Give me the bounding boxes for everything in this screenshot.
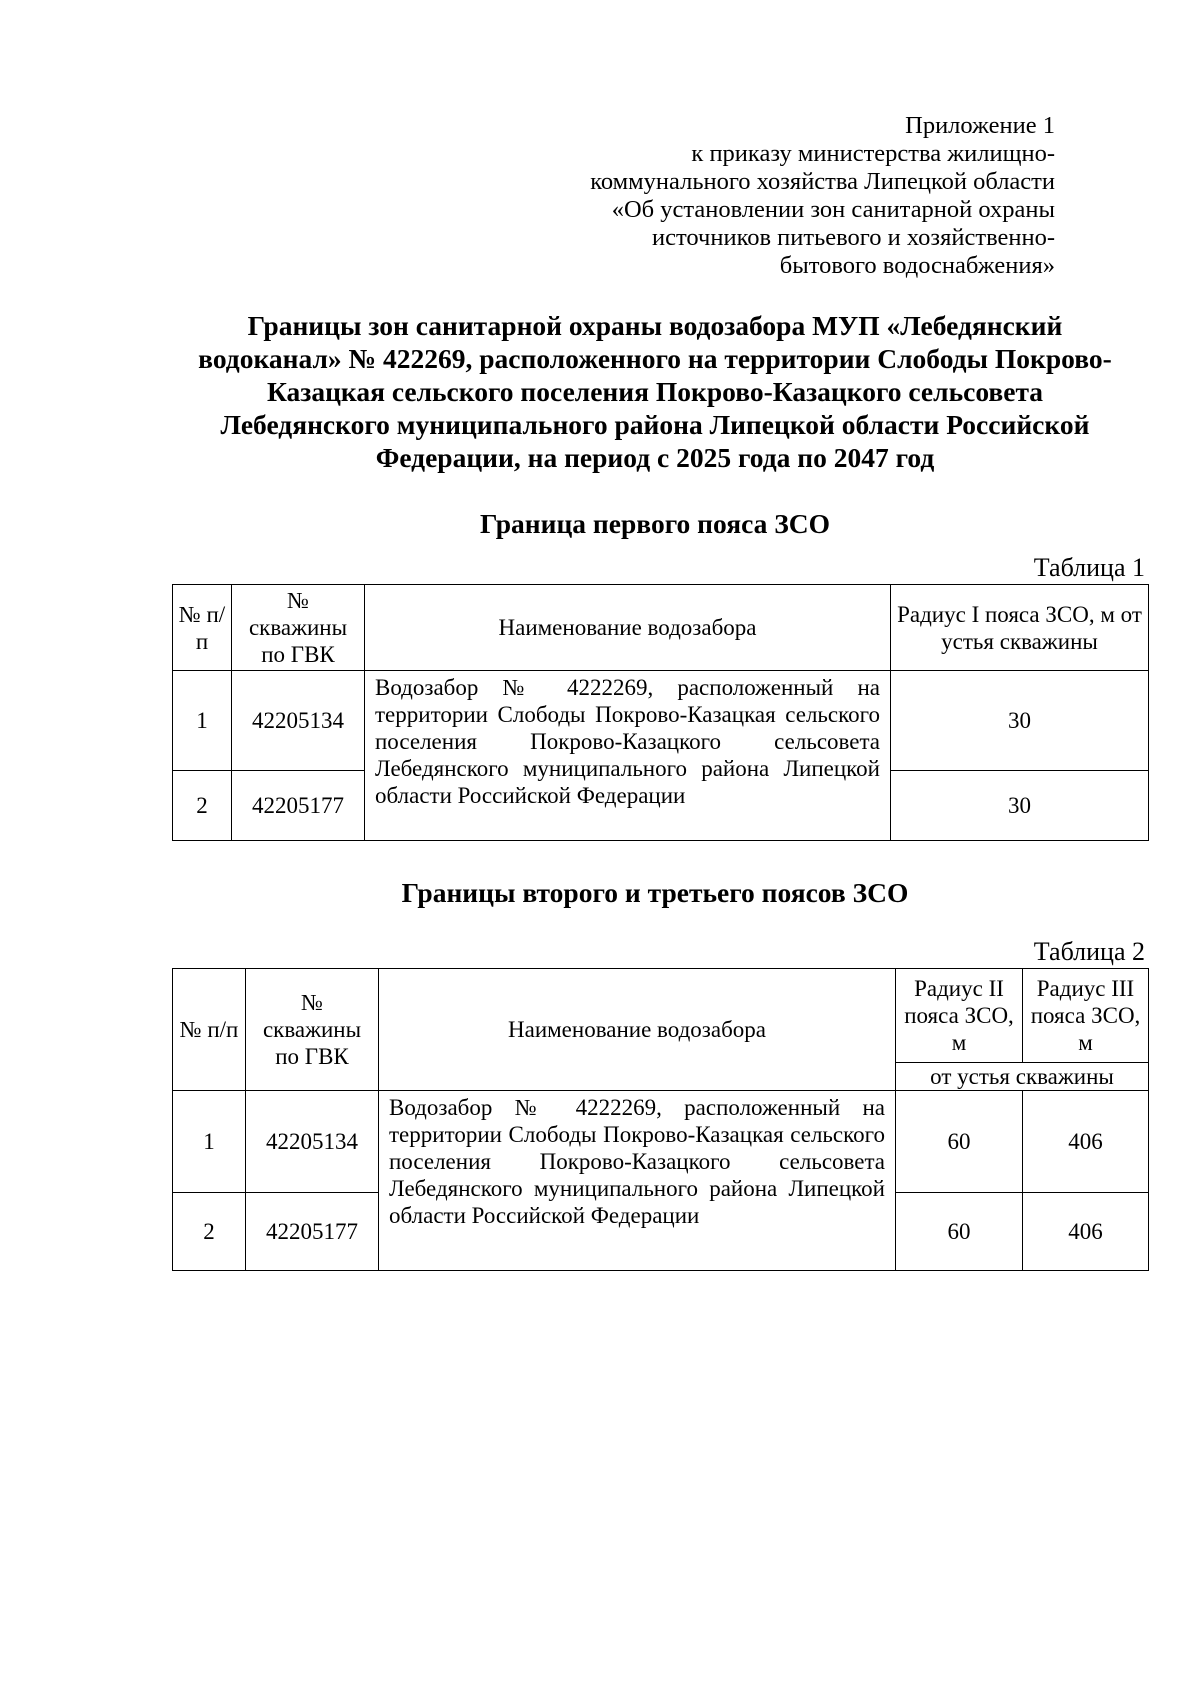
section2-heading: Границы второго и третьего поясов ЗСО: [401, 877, 909, 908]
cell-well: 42205177: [232, 771, 365, 841]
title-line: водоканал» № 422269, расположенного на территории Слободы Покрово-: [198, 343, 1112, 374]
table2-header-row: [173, 969, 1149, 1063]
appendix-line: источников питьевого и хозяйственно-: [652, 224, 1055, 251]
header-num: № п/п: [173, 969, 246, 1091]
table2: [172, 968, 1149, 1271]
cell-radius-2: 60: [896, 1193, 1023, 1271]
table-row: [173, 1091, 1149, 1193]
cell-name: Водозабор № 4222269, расположенный на территории Слободы Покрово-Казацкая сельского поселения Покрово-Казацкого сельсовета Лебедянского муниципального района Липецкой области Российской Федерации: [365, 671, 891, 841]
appendix-line: «Об установлении зон санитарной охраны: [611, 196, 1055, 223]
appendix-line: Приложение 1: [905, 112, 1055, 139]
document-title: [170, 309, 1140, 474]
table-row: [173, 671, 1149, 771]
header-radius-2: Радиус II пояса ЗСО, м: [896, 969, 1023, 1063]
cell-radius-3: 406: [1023, 1193, 1149, 1271]
section1-heading: Граница первого пояса ЗСО: [479, 508, 831, 539]
header-from-wellhead: от устья скважины: [896, 1063, 1149, 1091]
header-name: Наименование водозабора: [379, 969, 896, 1091]
header-well: № скважины по ГВК: [246, 969, 379, 1091]
cell-name: Водозабор № 4222269, расположенный на территории Слободы Покрово-Казацкая сельского поселения Покрово-Казацкого сельсовета Лебедянского муниципального района Липецкой области Российской Федерации: [379, 1091, 896, 1271]
title-line: Федерации, на период с 2025 года по 2047 год: [375, 442, 935, 473]
appendix-note: [495, 112, 1055, 280]
cell-well: 42205134: [246, 1091, 379, 1193]
table1: [172, 584, 1149, 841]
title-line: Лебедянского муниципального района Липецкой области Российской: [220, 409, 1090, 440]
header-radius: Радиус I пояса ЗСО, м от устья скважины: [891, 585, 1149, 671]
cell-radius-3: 406: [1023, 1091, 1149, 1193]
table2-caption: Таблица 2: [1033, 937, 1145, 966]
cell-num: 1: [173, 671, 232, 771]
cell-radius: 30: [891, 671, 1149, 771]
appendix-line: к приказу министерства жилищно-: [691, 140, 1055, 167]
cell-well: 42205134: [232, 671, 365, 771]
title-line: Казацкая сельского поселения Покрово-Казацкого сельсовета: [266, 376, 1044, 407]
header-name: Наименование водозабора: [365, 585, 891, 671]
cell-num: 1: [173, 1091, 246, 1193]
header-well: № скважины по ГВК: [232, 585, 365, 671]
header-num: № п/п: [173, 585, 232, 671]
title-line: Границы зон санитарной охраны водозабора МУП «Лебедянский: [247, 310, 1063, 341]
cell-num: 2: [173, 771, 232, 841]
appendix-line: коммунального хозяйства Липецкой области: [590, 168, 1055, 195]
cell-radius: 30: [891, 771, 1149, 841]
table1-header-row: [173, 585, 1149, 671]
cell-radius-2: 60: [896, 1091, 1023, 1193]
table1-caption: Таблица 1: [1033, 553, 1145, 582]
header-radius-3: Радиус III пояса ЗСО, м: [1023, 969, 1149, 1063]
appendix-line: бытового водоснабжения»: [779, 252, 1055, 279]
cell-well: 42205177: [246, 1193, 379, 1271]
cell-num: 2: [173, 1193, 246, 1271]
